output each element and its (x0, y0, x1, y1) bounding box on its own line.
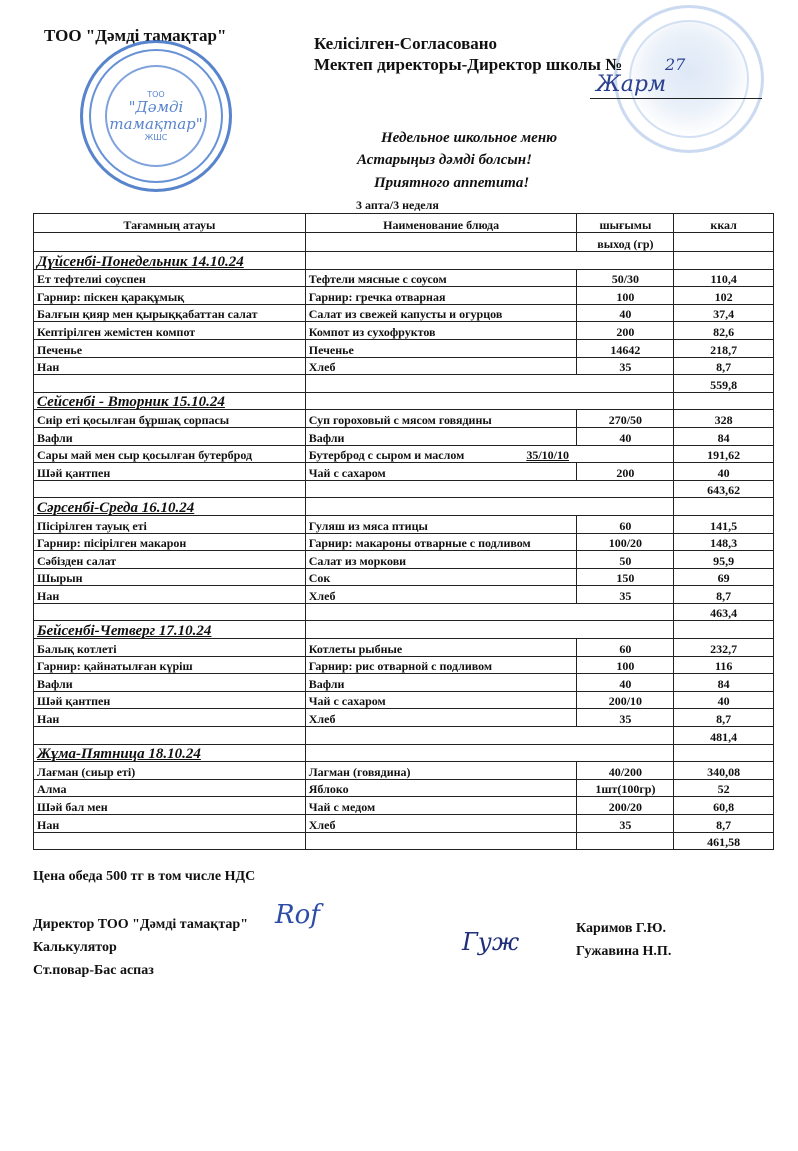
signatory-role-chef: Ст.повар-Бас аспаз (33, 963, 154, 978)
empty-cell (674, 744, 774, 762)
dish-kcal: 40 (674, 463, 774, 481)
dish-name-ru: Вафли (305, 674, 577, 692)
menu-table (33, 213, 774, 850)
day-title: Сейсенбі - Вторник 15.10.24 (34, 392, 306, 410)
dish-yield: 200 (577, 463, 674, 481)
dish-name-ru: Сок (305, 568, 577, 586)
dish-yield: 50/30 (577, 269, 674, 287)
signatory-name-director: Каримов Г.Ю. (576, 921, 666, 936)
day-total-row (34, 480, 774, 498)
dish-kcal: 102 (674, 287, 774, 305)
dish-kcal: 84 (674, 427, 774, 445)
dish-name-kz: Гарнир: піскен қарақұмық (34, 287, 306, 305)
dish-name-kz: Нан (34, 709, 306, 727)
stamp-bottom-text: ЖШС (144, 133, 168, 142)
dish-name-ru: Гарнир: макароны отварные с подливом (305, 533, 577, 551)
dish-yield: 35 (577, 709, 674, 727)
dish-name-kz: Гарнир: пісірілген макарон (34, 533, 306, 551)
dish-kcal: 191,62 (674, 445, 774, 463)
dish-yield: 100 (577, 287, 674, 305)
empty-cell (305, 375, 674, 393)
table-row (34, 410, 774, 428)
column-header-yield-ru: выход (гр) (577, 233, 674, 252)
dish-name-kz: Сиір еті қосылған бұршақ сорпасы (34, 410, 306, 428)
day-total-row (34, 603, 774, 621)
signatory-role-calculator: Калькулятор (33, 940, 117, 955)
day-header-row (34, 744, 774, 762)
empty-cell (34, 375, 306, 393)
empty-cell (305, 233, 577, 252)
school-director-signature: Жарм (596, 72, 667, 97)
column-header-kcal: ккал (674, 214, 774, 233)
empty-cell (305, 727, 674, 745)
table-row (34, 779, 774, 797)
table-row (34, 427, 774, 445)
dish-yield: 35 (577, 586, 674, 604)
day-title: Жұма-Пятница 18.10.24 (34, 744, 306, 762)
dish-yield: 40 (577, 427, 674, 445)
dish-yield: 40 (577, 674, 674, 692)
dish-yield: 35 (577, 357, 674, 375)
day-total-row (34, 375, 774, 393)
stamp-name-line-2: тамақтар" (109, 115, 203, 133)
table-header-row-2 (34, 233, 774, 252)
dish-kcal: 82,6 (674, 322, 774, 340)
dish-name-kz: Вафли (34, 674, 306, 692)
dish-name-kz: Алма (34, 779, 306, 797)
calculator-signature: Гуж (462, 928, 520, 956)
director-signature: Rof (275, 900, 320, 930)
approval-label: Келісілген-Согласовано (314, 34, 498, 53)
day-total-kcal: 481,4 (674, 727, 774, 745)
dish-name-ru: Печенье (305, 339, 577, 357)
empty-cell (305, 498, 674, 516)
dish-name-ru: Чай с сахаром (305, 691, 577, 709)
day-total-kcal: 559,8 (674, 375, 774, 393)
empty-cell (674, 392, 774, 410)
dish-name-ru: Яблоко (305, 779, 577, 797)
table-row (34, 709, 774, 727)
table-row (34, 797, 774, 815)
dish-name-kz: Печенье (34, 339, 306, 357)
table-row (34, 639, 774, 657)
dish-yield: 60 (577, 515, 674, 533)
table-row (34, 269, 774, 287)
signature-line (590, 98, 762, 99)
empty-cell (34, 832, 306, 850)
empty-cell (305, 744, 674, 762)
dish-yield: 270/50 (577, 410, 674, 428)
table-row (34, 568, 774, 586)
dish-yield: 1шт(100гр) (577, 779, 674, 797)
dish-kcal: 8,7 (674, 815, 774, 833)
dish-yield: 200/20 (577, 797, 674, 815)
table-row (34, 515, 774, 533)
dish-yield: 40 (577, 304, 674, 322)
dish-name-ru: Хлеб (305, 815, 577, 833)
dish-kcal: 40 (674, 691, 774, 709)
dish-kcal: 60,8 (674, 797, 774, 815)
dish-name-kz: Балғын қияр мен қырыққабаттан салат (34, 304, 306, 322)
column-header-name-kz: Тағамның атауы (34, 214, 306, 233)
table-row (34, 357, 774, 375)
day-header-row (34, 498, 774, 516)
empty-cell (305, 252, 674, 270)
dish-kcal: 95,9 (674, 551, 774, 569)
table-row (34, 691, 774, 709)
dish-name-ru: Гарнир: рис отварной с подливом (305, 656, 577, 674)
dish-kcal: 148,3 (674, 533, 774, 551)
table-row (34, 656, 774, 674)
column-header-name-ru: Наименование блюда (305, 214, 577, 233)
dish-name-kz: Гарнир: қайнатылған күріш (34, 656, 306, 674)
dish-name-kz: Вафли (34, 427, 306, 445)
dish-kcal: 84 (674, 674, 774, 692)
empty-cell (674, 621, 774, 639)
dish-yield: 50 (577, 551, 674, 569)
table-row (34, 533, 774, 551)
dish-name-ru: Салат из моркови (305, 551, 577, 569)
table-row (34, 445, 774, 463)
dish-name-kz: Нан (34, 357, 306, 375)
dish-kcal: 8,7 (674, 586, 774, 604)
dish-yield: 35 (577, 815, 674, 833)
dish-name-kz: Балық котлеті (34, 639, 306, 657)
table-row (34, 304, 774, 322)
empty-cell (577, 832, 674, 850)
dish-kcal: 8,7 (674, 357, 774, 375)
table-row (34, 762, 774, 780)
dish-name-ru: Вафли (305, 427, 577, 445)
table-row (34, 322, 774, 340)
column-header-yield-kz: шығымы (577, 214, 674, 233)
stamp-top-text: ТОО (147, 90, 165, 99)
dish-yield: 150 (577, 568, 674, 586)
dish-yield: 200 (577, 322, 674, 340)
dish-kcal: 340,08 (674, 762, 774, 780)
dish-name-ru: Котлеты рыбные (305, 639, 577, 657)
dish-kcal: 328 (674, 410, 774, 428)
empty-cell (34, 603, 306, 621)
school-director-label: Мектеп директоры-Директор школы № (314, 55, 623, 74)
dish-name-ru: Суп гороховый с мясом говядины (305, 410, 577, 428)
table-header-row (34, 214, 774, 233)
week-label: 3 апта/3 неделя (356, 198, 439, 212)
dish-name-ru: Гуляш из мяса птицы (305, 515, 577, 533)
dish-name-ru-with-yield (305, 445, 674, 463)
dish-name-ru: Бутерброд с сыром и маслом (308, 448, 465, 463)
dish-kcal: 8,7 (674, 709, 774, 727)
dish-name-ru: Тефтели мясные с соусом (305, 269, 577, 287)
dish-kcal: 232,7 (674, 639, 774, 657)
dish-name-kz: Сары май мен сыр қосылған бутерброд (34, 445, 306, 463)
dish-name-kz: Шәй қантпен (34, 691, 306, 709)
empty-cell (305, 480, 674, 498)
day-total-row (34, 832, 774, 850)
day-title: Сәрсенбі-Среда 16.10.24 (34, 498, 306, 516)
dish-name-kz: Сәбізден салат (34, 551, 306, 569)
organization-title: ТОО "Дәмді тамақтар" (44, 26, 227, 45)
company-stamp (80, 40, 232, 192)
dish-name-kz: Нан (34, 815, 306, 833)
empty-cell (674, 252, 774, 270)
dish-yield: 100 (577, 656, 674, 674)
dish-yield: 14642 (577, 339, 674, 357)
dish-yield: 40/200 (577, 762, 674, 780)
dish-name-ru: Салат из свежей капусты и огурцов (305, 304, 577, 322)
dish-kcal: 52 (674, 779, 774, 797)
dish-name-ru: Чай с медом (305, 797, 577, 815)
day-total-kcal: 461,58 (674, 832, 774, 850)
table-row (34, 551, 774, 569)
empty-cell (674, 498, 774, 516)
dish-kcal: 116 (674, 656, 774, 674)
day-total-row (34, 727, 774, 745)
empty-cell (34, 727, 306, 745)
dish-yield: 60 (577, 639, 674, 657)
dish-name-ru: Гарнир: гречка отварная (305, 287, 577, 305)
empty-cell (305, 832, 577, 850)
empty-cell (305, 392, 674, 410)
dish-name-ru: Хлеб (305, 357, 577, 375)
dish-yield: 100/20 (577, 533, 674, 551)
dish-kcal: 37,4 (674, 304, 774, 322)
dish-name-kz: Шәй қантпен (34, 463, 306, 481)
signatory-name-calculator: Гужавина Н.П. (576, 944, 672, 959)
dish-name-kz: Кептірілген жемістен компот (34, 322, 306, 340)
dish-name-kz: Пісірілген тауық еті (34, 515, 306, 533)
dish-name-ru: Чай с сахаром (305, 463, 577, 481)
greeting-kz: Астарыңыз дәмді болсын! (357, 152, 532, 168)
day-total-kcal: 643,62 (674, 480, 774, 498)
table-row (34, 815, 774, 833)
school-number-handwritten: 27 (665, 55, 686, 74)
table-row (34, 287, 774, 305)
dish-kcal: 69 (674, 568, 774, 586)
day-header-row (34, 621, 774, 639)
day-total-kcal: 463,4 (674, 603, 774, 621)
day-title: Дүйсенбі-Понедельник 14.10.24 (34, 252, 306, 270)
table-row (34, 463, 774, 481)
price-note: Цена обеда 500 тг в том числе НДС (33, 869, 256, 884)
dish-name-kz: Ет тефтелиі соуспен (34, 269, 306, 287)
empty-cell (34, 233, 306, 252)
menu-title: Недельное школьное меню (381, 130, 558, 146)
dish-kcal: 110,4 (674, 269, 774, 287)
dish-name-ru: Хлеб (305, 709, 577, 727)
dish-name-ru: Лагман (говядина) (305, 762, 577, 780)
dish-yield: 200/10 (577, 691, 674, 709)
table-row (34, 586, 774, 604)
signatory-role-director: Директор ТОО "Дәмді тамақтар" (33, 917, 248, 932)
dish-name-kz: Шәй бал мен (34, 797, 306, 815)
dish-name-ru: Хлеб (305, 586, 577, 604)
empty-cell (305, 603, 674, 621)
dish-name-ru: Компот из сухофруктов (305, 322, 577, 340)
empty-cell (674, 233, 774, 252)
table-row (34, 674, 774, 692)
dish-yield: 35/10/10 (526, 448, 569, 463)
table-row (34, 339, 774, 357)
greeting-ru: Приятного аппетита! (374, 175, 530, 191)
empty-cell (34, 480, 306, 498)
day-title: Бейсенбі-Четверг 17.10.24 (34, 621, 306, 639)
stamp-name-line-1: "Дәмді (128, 98, 184, 116)
dish-name-kz: Лағман (сиыр еті) (34, 762, 306, 780)
day-header-row (34, 392, 774, 410)
dish-name-kz: Шырын (34, 568, 306, 586)
empty-cell (305, 621, 674, 639)
day-header-row (34, 252, 774, 270)
dish-kcal: 141,5 (674, 515, 774, 533)
dish-name-kz: Нан (34, 586, 306, 604)
dish-kcal: 218,7 (674, 339, 774, 357)
